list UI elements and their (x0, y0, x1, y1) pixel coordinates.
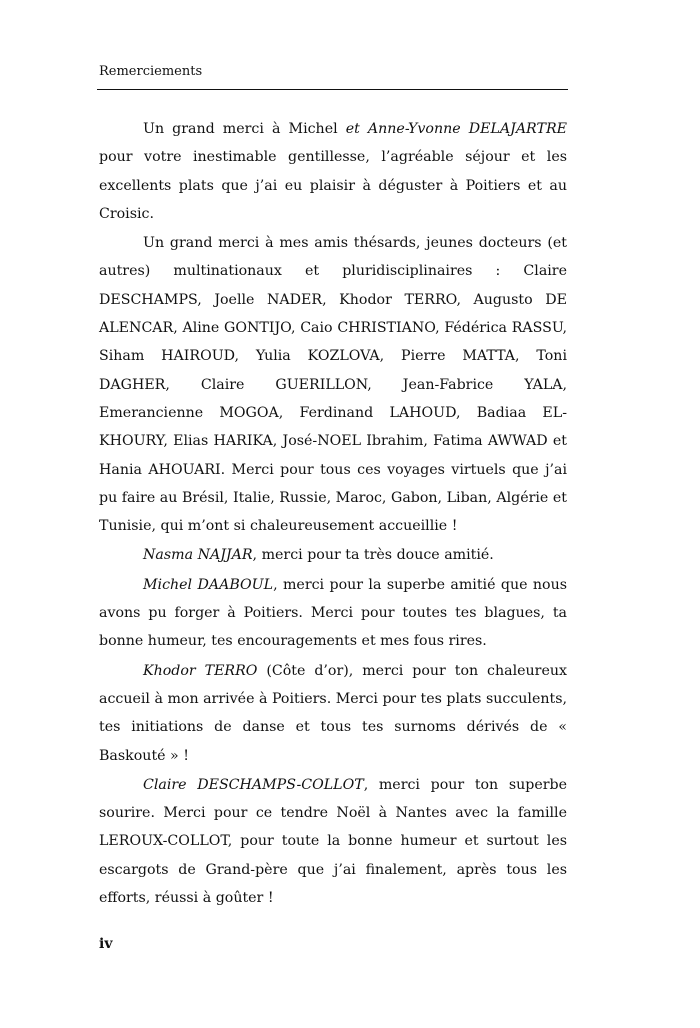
acknowledgements-body (99, 115, 567, 912)
paragraph-text: Un grand merci à mes amis thésards, jeunes docteurs (et autres) multinationaux et pluridisciplinaires : Claire DESCHAMPS, Joelle NADER, Khodor TERRO, Augusto DE ALENCAR, Aline GONTIJO, Caio CHRISTIANO, Fédérica RASSU, Siham HAIROUD, Yulia KOZLOVA, Pierre MATTA, Toni DAGHER, Claire GUERILLON, Jean-Fabrice YALA, Emerancienne MOGOA, Ferdinand LAHOUD, Badiaa EL-KHOURY, Elias HARIKA, José-NOEL Ibrahim, Fatima AWWAD et Hania AHOUARI. Merci pour tous ces voyages virtuels que j’ai pu faire au Brésil, Italie, Russie, Maroc, Gabon, Liban, Algérie et Tunisie, qui m’ont si chaleureusement accueillie ! (99, 235, 567, 535)
italic-name: Nasma NAJJAR (143, 547, 253, 564)
page-number: iv (99, 936, 113, 952)
italic-name: Khodor TERRO (143, 662, 258, 679)
paragraph-text: , merci pour la superbe amitié que nous avons pu forger à Poitiers. Merci pour toutes tes blagues, ta bonne humeur, tes encouragements et mes fous rires. (99, 576, 567, 650)
paragraph-text: , merci pour ta très douce amitié. (252, 547, 494, 564)
paragraph-daaboul (99, 571, 567, 656)
italic-name: Claire DESCHAMPS-COLLOT (143, 776, 364, 793)
paragraph-friends (99, 229, 567, 540)
italic-name: Michel DAABOUL (143, 576, 274, 593)
paragraph-text: , merci pour ton superbe sourire. Merci pour ce tendre Noël à Nantes avec la famille LEROUX-COLLOT, pour toute la bonne humeur et surtout les escargots de Grand-père que j’ai finalement, après tous les efforts, réussi à goûter ! (99, 776, 568, 907)
paragraph-terro (99, 657, 567, 770)
paragraph-text: (Côte d’or), merci pour ton chaleureux accueil à mon arrivée à Poitiers. Merci pour tes plats succulents, tes initiations de danse et tous tes surnoms dérivés de « Baskouté » ! (99, 662, 567, 764)
paragraph-delajartre (99, 115, 567, 228)
paragraph-text: pour votre inestimable gentillesse, l’agréable séjour et les excellents plats que j’ai eu plaisir à déguster à Poitiers et au Croisic. (99, 149, 567, 222)
header-rule (97, 89, 568, 90)
paragraph-text: Un grand merci à Michel (143, 121, 346, 137)
italic-name: et Anne-Yvonne DELAJARTRE (345, 121, 567, 137)
paragraph-najjar (99, 541, 567, 569)
running-header: Remerciements (99, 64, 203, 79)
paragraph-deschamps (99, 771, 567, 912)
